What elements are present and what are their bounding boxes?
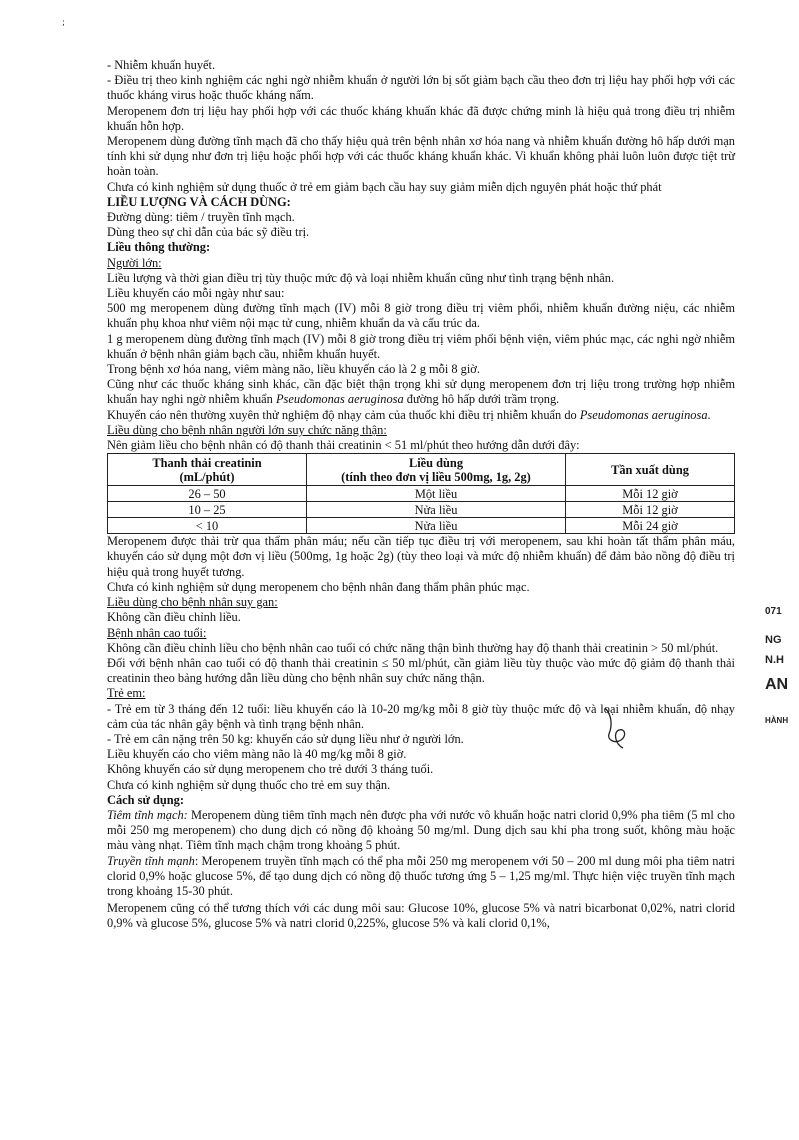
subheading-elderly: Bệnh nhân cao tuổi: bbox=[107, 625, 207, 640]
method-label: Tiêm tĩnh mạch: bbox=[107, 807, 188, 822]
body-paragraph: Chưa có kinh nghiệm sử dụng thuốc cho trẻ em suy thận. bbox=[107, 777, 391, 792]
cell-clearance: 10 – 25 bbox=[108, 502, 307, 518]
cell-clearance: < 10 bbox=[108, 518, 307, 534]
renal-dose-table bbox=[107, 453, 735, 534]
body-paragraph: Liều khuyến cáo mỗi ngày như sau: bbox=[107, 286, 285, 301]
header-text: (mL/phút) bbox=[179, 469, 235, 484]
header-text: (tính theo đơn vị liều 500mg, 1g, 2g) bbox=[341, 469, 531, 484]
body-paragraph: Nên giảm liều cho bệnh nhân có độ thanh thải creatinin < 51 ml/phút theo hướng dẫn dưới đây: bbox=[107, 438, 580, 453]
subheading-children: Trẻ em: bbox=[107, 686, 146, 701]
subheading-adult: Người lớn: bbox=[107, 255, 162, 270]
subheading-administration: Cách sử dụng: bbox=[107, 792, 184, 807]
header-frequency: Tần xuất dùng bbox=[566, 454, 735, 486]
edge-stamp-fragment: N.H bbox=[765, 654, 784, 666]
text-run: Khuyến cáo nên thường xuyên thử nghiệm độ nhạy cảm của thuốc khi điều trị nhiễm khuẩn do bbox=[107, 407, 580, 422]
text-run: Cũng như các thuốc kháng sinh khác, cần đặc biệt thận trọng khi sử dụng meropenem đơn trị liệu trong trường hợp nhiễm khuẩn hay nghi ngờ nhiễm khuẩn bbox=[107, 377, 735, 407]
text-run: đường hô hấp dưới trầm trọng. bbox=[403, 392, 560, 407]
body-paragraph: Liều khuyến cáo cho viêm màng não là 40 mg/kg mỗi 8 giờ. bbox=[107, 747, 407, 762]
cell-frequency: Mỗi 24 giờ bbox=[566, 518, 735, 534]
body-paragraph bbox=[107, 377, 735, 407]
body-paragraph: Liều lượng và thời gian điều trị tùy thuộc mức độ và loại nhiễm khuẩn cũng như tình trạng bệnh nhân. bbox=[107, 270, 615, 285]
cell-dose: Nửa liều bbox=[307, 502, 566, 518]
method-label: Truyền tĩnh mạnh bbox=[107, 853, 195, 868]
body-paragraph: Đường dùng: tiêm / truyền tĩnh mạch. bbox=[107, 210, 295, 225]
body-paragraph: - Trẻ em cân nặng trên 50 kg: khuyến cáo sử dụng liều như ở người lớn. bbox=[107, 731, 464, 746]
table-row bbox=[108, 486, 735, 502]
subheading-liver: Liều dùng cho bệnh nhân suy gan: bbox=[107, 595, 278, 610]
body-paragraph: 1 g meropenem dùng đường tĩnh mạch (IV) mỗi 8 giờ trong điều trị viêm phổi bệnh viện, viêm phúc mạc, các nghi ngờ nhiễm khuẩn ở bệnh nhân giảm bạch cầu, nhiễm khuẩn huyết. bbox=[107, 331, 735, 361]
body-paragraph: Không cần điều chỉnh liều. bbox=[107, 610, 241, 625]
cell-frequency: Mỗi 12 giờ bbox=[566, 486, 735, 502]
indication-item: - Điều trị theo kinh nghiệm các nghi ngờ nhiễm khuẩn ở người lớn bị sốt giảm bạch cầu theo đơn trị liệu hay phối hợp với các thuốc kháng virus hoặc thuốc kháng nấm. bbox=[107, 73, 735, 103]
body-paragraph: 500 mg meropenem dùng đường tĩnh mạch (IV) mỗi 8 giờ trong điều trị viêm phổi, nhiễm khuẩn đường niệu, các nhiễm khuẩn phụ khoa như viêm nội mạc tử cung, nhiễm khuẩn da và cấu trúc da. bbox=[107, 301, 735, 331]
subheading-renal: Liều dùng cho bệnh nhân người lớn suy chức năng thận: bbox=[107, 422, 387, 437]
body-paragraph bbox=[107, 808, 735, 854]
body-paragraph: Meropenem cũng có thể tương thích với các dung môi sau: Glucose 10%, glucose 5% và natri bicarbonat 0,02%, natri clorid 0,9% và glucose 5%, glucose 5% và natri clorid 0,225%, glucose 5% và kali clorid 0,1%, bbox=[107, 901, 735, 931]
body-paragraph: Meropenem dùng đường tĩnh mạch đã cho thấy hiệu quả trên bệnh nhân xơ hóa nang và nhiễm khuẩn đường hô hấp dưới mạn tính khi sử dụng như đơn trị liệu hoặc phối hợp với các thuốc kháng khuẩn khác. Vi khuẩn không phải luôn luôn được tiệt trừ hoàn toàn. bbox=[107, 134, 735, 179]
body-paragraph: Meropenem được thải trừ qua thẩm phân máu; nếu cần tiếp tục điều trị với meropenem, sau khi hoàn tất thẩm phân máu, khuyến cáo sử dụng một đơn vị liều (500mg, 1g hoặc 2g) (tùy theo loại và mức độ nhiễm khuẩn) để đảm bảo nồng độ điều trị hiệu quả trong huyết tương. bbox=[107, 534, 735, 579]
document-page bbox=[107, 58, 735, 932]
edge-stamp-fragment: 071 bbox=[765, 606, 782, 617]
body-paragraph: - Trẻ em từ 3 tháng đến 12 tuổi: liều khuyến cáo là 10-20 mg/kg mỗi 8 giờ tùy thuộc mức độ và loại nhiễm khuẩn, độ nhạy cảm của tác nhân gây bệnh và tình trạng bệnh nhân. bbox=[107, 701, 735, 731]
body-paragraph: Không khuyến cáo sử dụng meropenem cho trẻ dưới 3 tháng tuổi. bbox=[107, 762, 434, 777]
table-row bbox=[108, 502, 735, 518]
indication-item: - Nhiễm khuẩn huyết. bbox=[107, 58, 216, 72]
text-run: Meropenem dùng tiêm tĩnh mạch nên được pha với nước vô khuẩn hoặc natri clorid 0,9% pha tiêm (5 ml cho mỗi 250 mg meropenem) cho dung dịch có nồng độ khoảng 50 mg/ml. Dung dịch sau khi pha trong suốt, không màu hoặc màu vàng nhạt. Tiêm tĩnh mạch chậm trong khoảng 5 phút. bbox=[107, 807, 735, 853]
subheading-usual-dose: Liều thông thường: bbox=[107, 240, 211, 255]
header-text: Thanh thải creatinin bbox=[152, 455, 262, 470]
top-left-mark bbox=[62, 18, 65, 28]
body-paragraph: Meropenem đơn trị liệu hay phối hợp với các thuốc kháng khuẩn khác đã được chứng minh là hiệu quả trong điều trị nhiễm khuẩn hỗn hợp. bbox=[107, 103, 735, 133]
organism-name: Pseudomonas aeruginosa bbox=[275, 392, 404, 407]
body-paragraph: Đối với bệnh nhân cao tuổi có độ thanh thải creatinin ≤ 50 ml/phút, cần giảm liều tùy thuộc vào mức độ giảm độ thanh thải creatinin theo bảng hướng dẫn liều dùng cho bệnh nhân suy chức năng thận. bbox=[107, 655, 735, 686]
table-header-row bbox=[108, 454, 735, 486]
body-paragraph: Chưa có kinh nghiệm sử dụng meropenem cho bệnh nhân đang thẩm phân phúc mạc. bbox=[107, 579, 530, 594]
text-run: . bbox=[707, 407, 711, 422]
text-run: : Meropenem truyền tĩnh mạch có thể pha mỗi 250 mg meropenem với 50 – 200 ml dung môi pha tiêm natri clorid 0,9% hoặc glucose 5%, để tạo dung dịch có nồng độ thuốc tương ứng 5 – 1,25 mg/ml. Thực hiện việc truyền tĩnh mạch trong khoảng 15-30 phút. bbox=[107, 853, 735, 898]
cell-frequency: Mỗi 12 giờ bbox=[566, 502, 735, 518]
body-paragraph: Chưa có kinh nghiệm sử dụng thuốc ở trẻ em giảm bạch cầu hay suy giảm miễn dịch nguyên phát hoặc thứ phát bbox=[107, 179, 662, 194]
header-clearance bbox=[108, 454, 307, 486]
edge-stamp-fragment: HÀNH bbox=[765, 716, 789, 725]
cell-dose: Một liều bbox=[307, 486, 566, 502]
edge-stamp-fragment: NG bbox=[765, 634, 782, 646]
edge-stamp-fragment: AN bbox=[765, 676, 789, 693]
body-paragraph bbox=[107, 408, 735, 423]
organism-name: Pseudomonas aeruginosa bbox=[579, 407, 708, 422]
top-left-mark-text: ; bbox=[62, 18, 66, 28]
body-paragraph bbox=[107, 854, 735, 900]
header-text: Liều dùng bbox=[408, 455, 464, 470]
body-paragraph: Trong bệnh xơ hóa nang, viêm màng não, liều khuyến cáo là 2 g mỗi 8 giờ. bbox=[107, 362, 480, 377]
body-paragraph: Dùng theo sự chỉ dẫn của bác sỹ điều trị. bbox=[107, 225, 310, 240]
section-heading-dosage: LIỀU LƯỢNG VÀ CÁCH DÙNG: bbox=[107, 194, 291, 209]
cell-dose: Nửa liều bbox=[307, 518, 566, 534]
body-paragraph: Không cần điều chỉnh liều cho bệnh nhân cao tuổi có chức năng thận bình thường hay độ thanh thải creatinin > 50 ml/phút. bbox=[107, 640, 719, 655]
table-row bbox=[108, 518, 735, 534]
header-dose bbox=[307, 454, 566, 486]
cell-clearance: 26 – 50 bbox=[108, 486, 307, 502]
